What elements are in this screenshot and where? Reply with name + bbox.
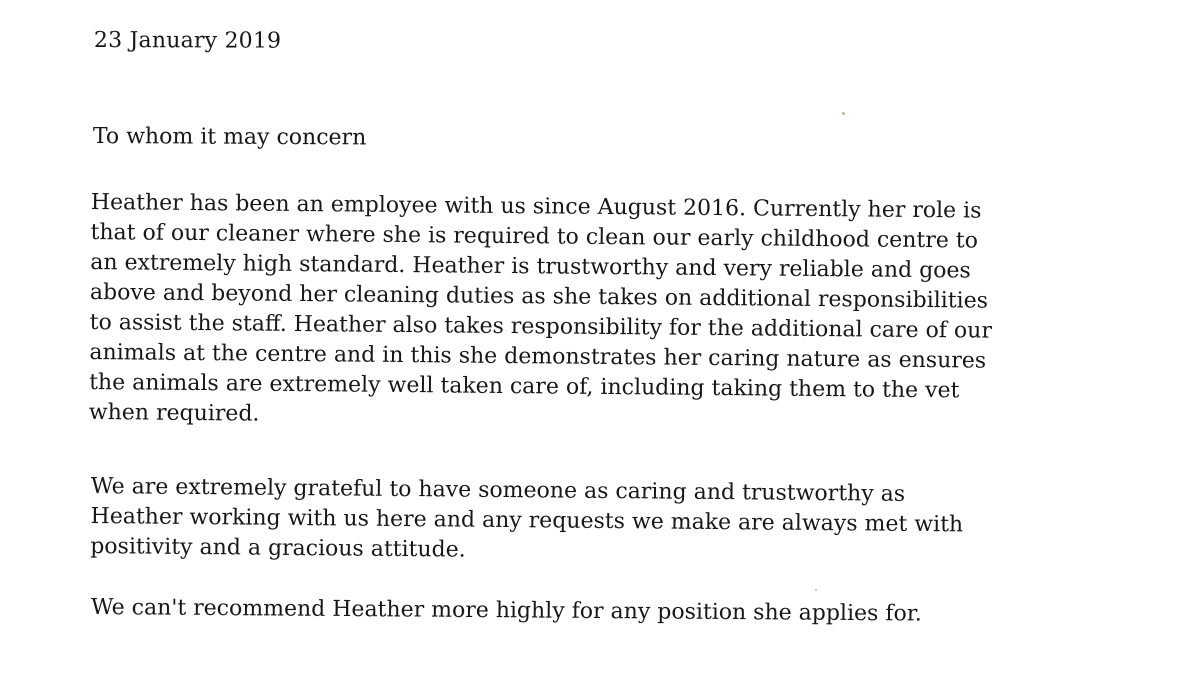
paragraph-line: to assist the staff. Heather also takes responsibility for the additional care of our xyxy=(89,309,993,344)
paragraph-line: when required. xyxy=(88,399,260,427)
paragraph-line: Heather has been an employee with us since August 2016. Currently her role is xyxy=(90,189,982,224)
letter-greeting: To whom it may concern xyxy=(92,124,367,151)
letter-paragraph xyxy=(90,472,963,570)
scan-speck xyxy=(815,589,817,591)
paragraph-line: positivity and a gracious attitude. xyxy=(90,533,466,563)
paragraph-line: above and beyond her cleaning duties as she takes on additional responsibilities xyxy=(89,279,989,314)
paragraph-line: animals at the centre and in this she demonstrates her caring nature as ensures xyxy=(89,339,987,374)
letter-paragraph xyxy=(89,188,993,437)
letter-paragraph xyxy=(91,593,922,630)
letter-date: 23 January 2019 xyxy=(93,28,282,54)
paragraph-line: Heather working with us here and any requests we make are always met with xyxy=(90,503,964,538)
paragraph-line: an extremely high standard. Heather is trustworthy and very reliable and goes xyxy=(90,249,971,284)
paragraph-line: We are extremely grateful to have someone as caring and trustworthy as xyxy=(90,473,906,507)
paragraph-line: the animals are extremely well taken care of, including taking them to the vet xyxy=(89,369,960,404)
paragraph-line: We can't recommend Heather more highly for any position she applies for. xyxy=(90,594,922,627)
scan-speck xyxy=(842,112,845,115)
paragraph-line: that of our cleaner where she is required to clean our early childhood centre to xyxy=(90,219,979,254)
